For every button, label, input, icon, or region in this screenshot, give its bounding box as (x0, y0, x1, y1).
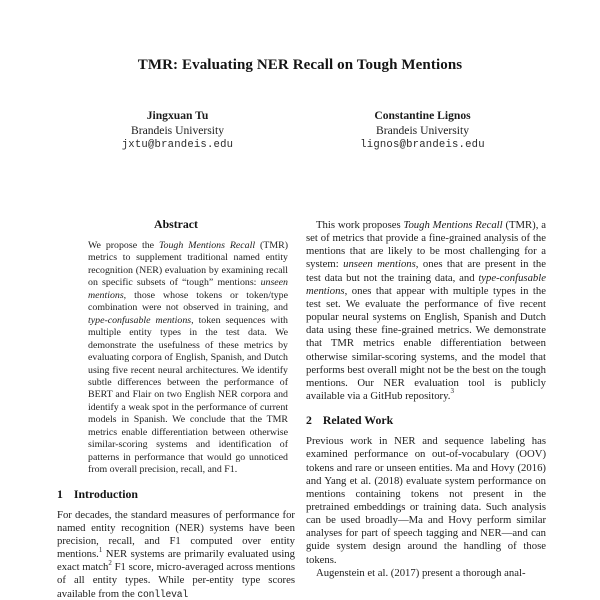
author-email: jxtu@brandeis.edu (121, 139, 234, 151)
introduction-paragraph: For decades, the standard measures of performance for named entity recognition (NER) systems have been precision, recall, and F1 computed over entity mentions.$^1$ NER systems are primarily evaluated using exact match$^2$ F1 score, micro-averaged across mentions of all entity types. While per-entity type scores available from the conlleval (57, 508, 295, 600)
section-number: 1 (57, 486, 63, 501)
author-2 (300, 108, 545, 153)
section-title: Introduction (73, 486, 138, 501)
author-email: lignos@brandeis.edu (360, 139, 485, 151)
author-name: Constantine Lignos (374, 109, 471, 122)
section-number: 2 (306, 413, 312, 428)
author-1 (55, 108, 300, 153)
abstract-heading: Abstract (154, 217, 198, 231)
section-heading-related-work (306, 413, 546, 427)
author-affiliation: Brandeis University (130, 124, 225, 137)
author-block (55, 108, 545, 153)
section-title: Related Work (322, 413, 394, 428)
abstract-text: We propose the Tough Mentions Recall (TMR) metrics to supplement traditional named entity recognition (NER) evaluation by examining recall on specific subsets of “tough” mentions: unseen mentions, those whose tokens or token/type combination were not observed in training, and type-confusable mentions, token sequences with multiple entity types in the test data. We demonstrate the usefulness of these metrics by evaluating corpora of English, Spanish, and Dutch using five recent neural architectures. We identify subtle differences between the performance of BERT and Flair on two English NER corpora and identify a weak spot in the performance of current models in Spanish. We conclude that the TMR metrics enable differentiation between otherwise similar-scoring systems and identification of patterns in performance that would go unnoticed from overall precision, recall, and F1. (88, 240, 288, 476)
related-work-paragraph-2: Augenstein et al. (2017) present a thorough anal- (316, 566, 526, 579)
right-column (306, 210, 546, 600)
intro-continuation-paragraph: This work proposes Tough Mentions Recall (TMR), a set of metrics that provide a fine-grained analysis of the mentions that are likely to be most challenging for a system: unseen mentions, ones that are present in the test data but not the training data, and type-confusable mentions, ones that appear with multiple types in the test set. We evaluate the performance of five recent popular neural systems on English, Spanish and Dutch data using these fine-grained metrics. We demonstrate that TMR metrics enable differentiation between otherwise similar-scoring systems, and the model that performs best overall might not be the best on the tough mentions. Our NER evaluation tool is publicly available via a GitHub repository.$^3$ (306, 219, 546, 403)
paper-title: TMR: Evaluating NER Recall on Tough Mentions (137, 57, 463, 73)
section-heading-introduction (57, 487, 295, 501)
author-affiliation: Brandeis University (375, 124, 470, 137)
related-work-paragraph: Previous work in NER and sequence labeling has examined performance on out-of-vocabulary (OOV) tokens and rare or unseen entities. Ma and Hovy (2016) and Yang et al. (2018) evaluate system performance on mentions containing tokens not present in the pretrained embeddings or training data. Such analysis can be used broadly—Ma and Hovy perform similar analyses for part of speech tagging and NER—and can guide system design around the handling of those tokens. (306, 435, 546, 566)
left-column (57, 210, 295, 600)
author-name: Jingxuan Tu (146, 109, 209, 122)
